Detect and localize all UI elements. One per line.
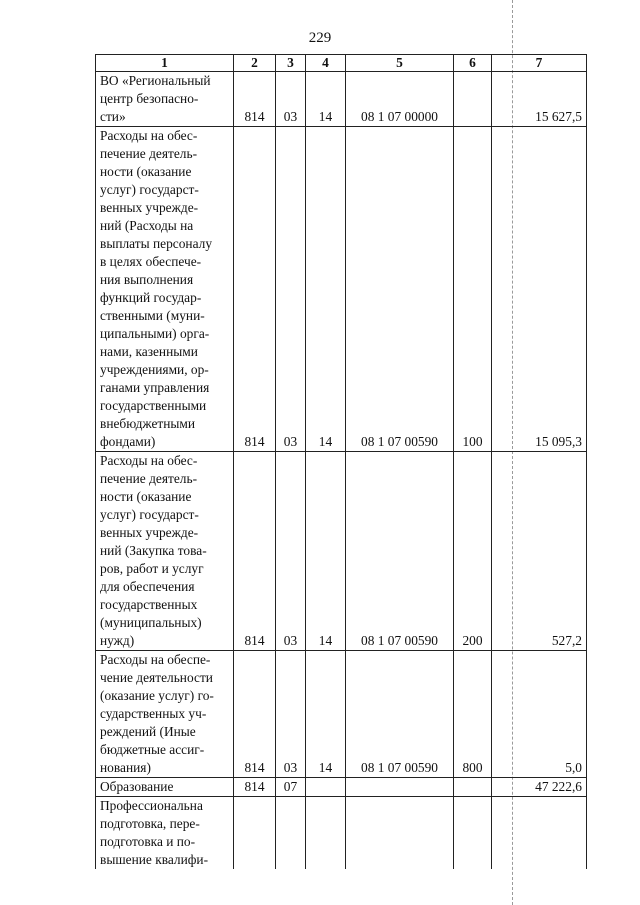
row-name-line: подготовка и по- — [100, 834, 196, 849]
row-name-line: Образование — [100, 779, 174, 794]
row-name-line: центр безопасно- — [100, 91, 199, 106]
cell-target-article: 08 1 07 00590 — [346, 651, 454, 778]
row-name-line: услуг) государст- — [100, 507, 199, 522]
row-name-line: ния выполнения — [100, 272, 194, 287]
cell-amount: 15 627,5 — [492, 72, 587, 127]
cell-expense-type: 200 — [454, 452, 492, 651]
cell-expense-type — [454, 72, 492, 127]
column-header: 7 — [492, 55, 587, 72]
row-name-line: функций государ- — [100, 290, 202, 305]
row-name-line: венных учрежде- — [100, 525, 199, 540]
cell-target-article: 08 1 07 00590 — [346, 127, 454, 452]
row-name-line: венных учрежде- — [100, 200, 199, 215]
cell-subsection — [306, 778, 346, 797]
row-name-line: государственными — [100, 398, 207, 413]
cell-expense-type — [454, 797, 492, 870]
column-header: 1 — [96, 55, 234, 72]
row-name-line: ВО «Региональный — [100, 73, 211, 88]
column-header: 4 — [306, 55, 346, 72]
table-row — [96, 797, 587, 870]
row-name-line: ности (оказание — [100, 164, 192, 179]
row-name-line: государственных — [100, 597, 198, 612]
cell-expense-type: 100 — [454, 127, 492, 452]
cell-ministry-code: 814 — [234, 452, 276, 651]
row-name-line: (оказание услуг) го- — [100, 688, 214, 703]
cell-section — [276, 797, 306, 870]
cell-amount: 47 222,6 — [492, 778, 587, 797]
cell-amount: 5,0 — [492, 651, 587, 778]
row-name — [96, 797, 234, 870]
column-header: 3 — [276, 55, 306, 72]
row-name-line: Расходы на обес- — [100, 128, 198, 143]
row-name-line: чение деятельности — [100, 670, 213, 685]
cell-subsection: 14 — [306, 651, 346, 778]
row-name-line: нами, казенными — [100, 344, 198, 359]
row-name-line: в целях обеспече- — [100, 254, 202, 269]
cell-subsection — [306, 797, 346, 870]
cell-ministry-code: 814 — [234, 127, 276, 452]
cell-section: 07 — [276, 778, 306, 797]
row-name-line: ров, работ и услуг — [100, 561, 204, 576]
cell-section: 03 — [276, 72, 306, 127]
row-name-line: подготовка, пере- — [100, 816, 200, 831]
budget-table — [95, 54, 587, 869]
row-name-line: бюджетные ассиг- — [100, 742, 205, 757]
row-name-line: ганами управления — [100, 380, 210, 395]
row-name-line: сти» — [100, 109, 126, 124]
cell-target-article: 08 1 07 00000 — [346, 72, 454, 127]
cell-target-article — [346, 797, 454, 870]
page-number: 229 — [308, 30, 332, 46]
row-name-line: реждений (Иные — [100, 724, 196, 739]
row-name-line: услуг) государст- — [100, 182, 199, 197]
cell-ministry-code: 814 — [234, 778, 276, 797]
cell-subsection: 14 — [306, 452, 346, 651]
cell-expense-type — [454, 778, 492, 797]
row-name — [96, 452, 234, 651]
cell-ministry-code — [234, 797, 276, 870]
row-name — [96, 651, 234, 778]
row-name-line: фондами) — [100, 434, 156, 449]
row-name-line: вышение квалифи- — [100, 852, 209, 867]
row-name-line: печение деятель- — [100, 146, 198, 161]
cell-target-article: 08 1 07 00590 — [346, 452, 454, 651]
row-name-line: выплаты персоналу — [100, 236, 213, 251]
table-row — [96, 127, 587, 452]
row-name-line: (муниципальных) — [100, 615, 202, 630]
table-row — [96, 452, 587, 651]
row-name-line: Расходы на обеспе- — [100, 652, 211, 667]
cell-subsection: 14 — [306, 127, 346, 452]
cell-amount: 527,2 — [492, 452, 587, 651]
row-name-line: учреждениями, ор- — [100, 362, 209, 377]
row-name-line: ственными (муни- — [100, 308, 205, 323]
table-row — [96, 72, 587, 127]
cell-section: 03 — [276, 651, 306, 778]
cell-target-article — [346, 778, 454, 797]
cell-amount: 15 095,3 — [492, 127, 587, 452]
cell-section: 03 — [276, 127, 306, 452]
column-header: 2 — [234, 55, 276, 72]
table-header-row — [96, 55, 587, 72]
row-name — [96, 72, 234, 127]
cell-expense-type: 800 — [454, 651, 492, 778]
row-name — [96, 127, 234, 452]
cell-amount — [492, 797, 587, 870]
table-row — [96, 651, 587, 778]
cell-ministry-code: 814 — [234, 651, 276, 778]
row-name-line: ности (оказание — [100, 489, 192, 504]
row-name-line: для обеспечения — [100, 579, 195, 594]
row-name — [96, 778, 234, 797]
column-header: 5 — [346, 55, 454, 72]
row-name-line: Расходы на обес- — [100, 453, 198, 468]
row-name-line: печение деятель- — [100, 471, 198, 486]
column-header: 6 — [454, 55, 492, 72]
row-name-line: ний (Расходы на — [100, 218, 194, 233]
row-name-line: сударственных уч- — [100, 706, 207, 721]
row-name-line: ний (Закупка това- — [100, 543, 207, 558]
row-name-line: внебюджетными — [100, 416, 196, 431]
row-name-line: Профессиональна — [100, 798, 203, 813]
cell-section: 03 — [276, 452, 306, 651]
row-name-line: нужд) — [100, 633, 135, 648]
cell-ministry-code: 814 — [234, 72, 276, 127]
row-name-line: ципальными) орга- — [100, 326, 210, 341]
table-row — [96, 778, 587, 797]
cell-subsection: 14 — [306, 72, 346, 127]
row-name-line: нования) — [100, 760, 151, 775]
